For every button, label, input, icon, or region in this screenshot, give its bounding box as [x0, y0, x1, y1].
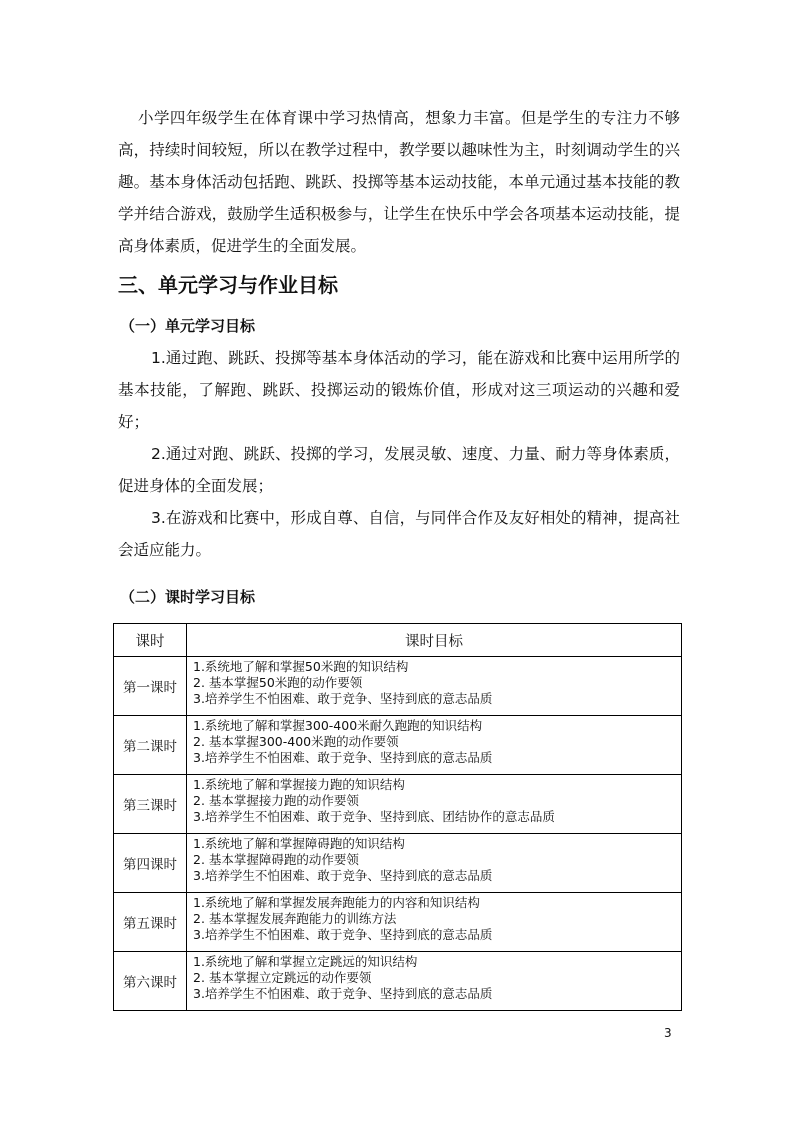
goal-line: 3.培养学生不怕困难、敢于竞争、坚持到底的意志品质: [193, 927, 493, 942]
table-row: [114, 893, 682, 952]
goal-line: 1.系统地了解和掌握50米跑的知识结构: [193, 659, 409, 674]
goals-cell: [187, 893, 682, 952]
goal-line: 3.培养学生不怕困难、敢于竞争、坚持到底的意志品质: [193, 750, 493, 765]
goal-line: 3.培养学生不怕困难、敢于竞争、坚持到底的意志品质: [193, 986, 493, 1001]
goal-line: 2. 基本掌握立定跳远的动作要领: [193, 970, 372, 985]
goals-cell: [187, 657, 682, 716]
table-row: [114, 952, 682, 1011]
goal-line: 1.系统地了解和掌握障碍跑的知识结构: [193, 836, 405, 851]
goal-line: 2. 基本掌握50米跑的动作要领: [193, 675, 363, 690]
goals-cell: [187, 952, 682, 1011]
lesson-cell: 第二课时: [114, 716, 187, 775]
header-lesson: 课时: [114, 624, 187, 657]
unit-goals-heading: （一）单元学习目标: [120, 317, 256, 335]
unit-goal-2: 2.通过对跑、跳跃、投掷的学习，发展灵敏、速度、力量、耐力等身体素质，促进身体的全面发展；: [118, 445, 680, 495]
goal-line: 3.培养学生不怕困难、敢于竞争、坚持到底的意志品质: [193, 691, 493, 706]
unit-goal-1: 1.通过跑、跳跃、投掷等基本身体活动的学习，能在游戏和比赛中运用所学的基本技能，了解跑、跳跃、投掷运动的锻炼价值，形成对这三项运动的兴趣和爱好；: [118, 349, 680, 431]
lesson-cell: 第五课时: [114, 893, 187, 952]
table-row: [114, 775, 682, 834]
lesson-cell: 第一课时: [114, 657, 187, 716]
goals-cell: [187, 834, 682, 893]
lesson-goals-table: [113, 623, 682, 1011]
goal-line: 2. 基本掌握发展奔跑能力的训练方法: [193, 911, 397, 926]
intro-paragraph: 小学四年级学生在体育课中学习热情高，想象力丰富。但是学生的专注力不够高，持续时间较短，所以在教学过程中，教学要以趣味性为主，时刻调动学生的兴趣。基本身体活动包括跑、跳跃、投掷等基本运动技能，本单元通过基本技能的教学并结合游戏，鼓励学生适积极参与，让学生在快乐中学会各项基本运动技能，提高身体素质，促进学生的全面发展。: [118, 109, 680, 255]
table-row: [114, 834, 682, 893]
goal-line: 2. 基本掌握300-400米跑的动作要领: [193, 734, 399, 749]
goal-line: 3.培养学生不怕困难、敢于竞争、坚持到底、团结协作的意志品质: [193, 809, 555, 824]
lesson-goals-heading: （二）课时学习目标: [120, 588, 256, 606]
table-row: [114, 657, 682, 716]
goal-line: 3.培养学生不怕困难、敢于竞争、坚持到底的意志品质: [193, 868, 493, 883]
goal-line: 2. 基本掌握接力跑的动作要领: [193, 793, 359, 808]
goals-cell: [187, 775, 682, 834]
goal-line: 2. 基本掌握障碍跑的动作要领: [193, 852, 359, 867]
lesson-cell: 第六课时: [114, 952, 187, 1011]
unit-goal-3: 3.在游戏和比赛中，形成自尊、自信，与同伴合作及友好相处的精神，提高社会适应能力。: [118, 509, 680, 559]
page-number: 3: [664, 1026, 672, 1040]
table-header-row: [114, 624, 682, 657]
goal-line: 1.系统地了解和掌握发展奔跑能力的内容和知识结构: [193, 895, 480, 910]
goal-line: 1.系统地了解和掌握300-400米耐久跑跑的知识结构: [193, 718, 483, 733]
goals-cell: [187, 716, 682, 775]
header-goals: 课时目标: [187, 624, 682, 657]
goal-line: 1.系统地了解和掌握立定跳远的知识结构: [193, 954, 418, 969]
table-row: [114, 716, 682, 775]
goal-line: 1.系统地了解和掌握接力跑的知识结构: [193, 777, 405, 792]
section-heading: 三、单元学习与作业目标: [118, 273, 338, 297]
lesson-cell: 第三课时: [114, 775, 187, 834]
lesson-cell: 第四课时: [114, 834, 187, 893]
